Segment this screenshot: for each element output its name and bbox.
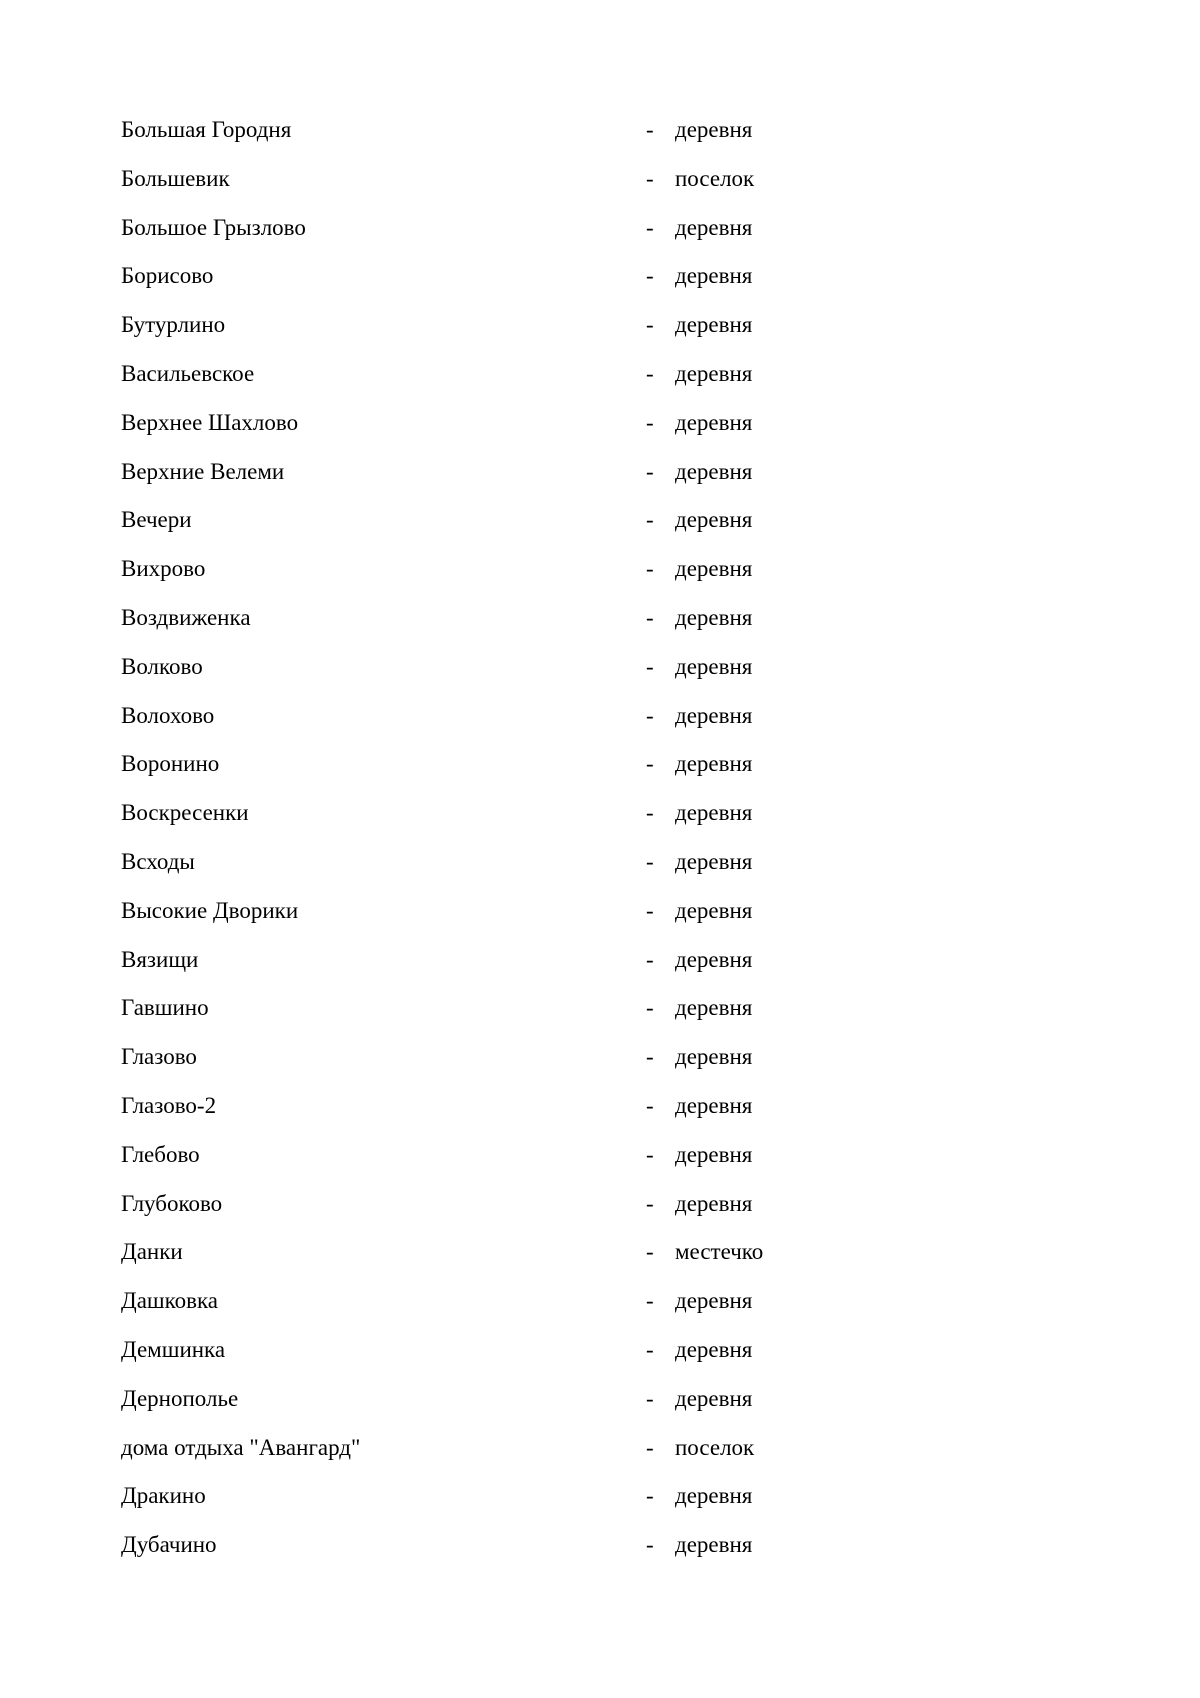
settlement-type: деревня bbox=[675, 1483, 753, 1509]
settlement-type: поселок bbox=[675, 165, 755, 191]
settlement-type: деревня bbox=[675, 897, 753, 923]
dash-separator: - bbox=[646, 800, 654, 826]
settlement-type: деревня bbox=[675, 995, 753, 1021]
dash-separator: - bbox=[646, 165, 654, 191]
settlement-name: Дашковка bbox=[121, 1288, 219, 1314]
dash-separator: - bbox=[646, 1092, 654, 1118]
list-item bbox=[121, 692, 821, 741]
settlement-type: деревня bbox=[675, 117, 753, 142]
list-item bbox=[121, 1326, 821, 1375]
settlement-type: деревня bbox=[675, 848, 753, 874]
settlement-type: деревня bbox=[675, 1190, 753, 1216]
settlement-name: Верхние Велеми bbox=[121, 458, 285, 484]
settlement-name: Большая Городня bbox=[121, 117, 292, 142]
settlement-name: Глазово bbox=[121, 1044, 197, 1070]
settlement-type: деревня bbox=[675, 1288, 753, 1314]
settlement-name: Дубачино bbox=[121, 1532, 217, 1558]
list-item bbox=[121, 155, 821, 204]
dash-separator: - bbox=[646, 1044, 654, 1070]
settlement-name: Верхнее Шахлово bbox=[121, 409, 299, 435]
settlement-type: деревня bbox=[675, 263, 753, 289]
settlement-type: деревня bbox=[675, 1385, 753, 1411]
dash-separator: - bbox=[646, 1141, 654, 1167]
list-item bbox=[121, 740, 821, 789]
settlement-name: Вязищи bbox=[121, 946, 199, 972]
settlement-type: деревня bbox=[675, 702, 753, 728]
dash-separator: - bbox=[646, 556, 654, 582]
settlement-type: деревня bbox=[675, 1336, 753, 1362]
settlement-type: деревня bbox=[675, 751, 753, 777]
list-item bbox=[121, 1082, 821, 1131]
settlement-type: местечко bbox=[675, 1239, 764, 1265]
list-item bbox=[121, 1277, 821, 1326]
settlement-name: Демшинка bbox=[121, 1336, 226, 1362]
settlement-name: Глазово-2 bbox=[121, 1092, 217, 1118]
settlement-type: деревня bbox=[675, 507, 753, 533]
list-item bbox=[121, 1131, 821, 1180]
dash-separator: - bbox=[646, 653, 654, 679]
list-item bbox=[121, 936, 821, 985]
settlement-name: Бутурлино bbox=[121, 312, 226, 338]
dash-separator: - bbox=[646, 507, 654, 533]
settlement-type: деревня bbox=[675, 556, 753, 582]
dash-separator: - bbox=[646, 1483, 654, 1509]
list-item bbox=[121, 838, 821, 887]
dash-separator: - bbox=[646, 1434, 654, 1460]
settlement-type: деревня bbox=[675, 604, 753, 630]
list-item bbox=[121, 594, 821, 643]
settlement-name: Гавшино bbox=[121, 995, 209, 1021]
dash-separator: - bbox=[646, 360, 654, 386]
settlement-name: Глебово bbox=[121, 1141, 200, 1167]
settlement-name: Борисово bbox=[121, 263, 214, 289]
settlement-name: Большевик bbox=[121, 165, 230, 191]
settlement-name: Дернополье bbox=[121, 1385, 239, 1411]
settlement-type: деревня bbox=[675, 409, 753, 435]
settlement-name: Вихрово bbox=[121, 556, 206, 582]
list-item bbox=[121, 789, 821, 838]
settlement-name: Васильевское bbox=[121, 360, 255, 386]
list-item bbox=[121, 399, 821, 448]
settlement-name: Вечери bbox=[121, 507, 192, 533]
dash-separator: - bbox=[646, 1385, 654, 1411]
list-item bbox=[121, 106, 821, 155]
settlement-name: Волохово bbox=[121, 702, 215, 728]
list-item bbox=[121, 496, 821, 545]
list-item bbox=[121, 545, 821, 594]
settlement-name: Воскресенки bbox=[121, 800, 249, 826]
list-item bbox=[121, 1228, 821, 1277]
dash-separator: - bbox=[646, 995, 654, 1021]
dash-separator: - bbox=[646, 897, 654, 923]
settlement-type: деревня bbox=[675, 458, 753, 484]
dash-separator: - bbox=[646, 1190, 654, 1216]
dash-separator: - bbox=[646, 702, 654, 728]
settlement-name: Всходы bbox=[121, 848, 195, 874]
settlement-type: деревня bbox=[675, 312, 753, 338]
settlement-type: деревня bbox=[675, 214, 753, 240]
list-item bbox=[121, 643, 821, 692]
settlement-type: деревня bbox=[675, 946, 753, 972]
list-item bbox=[121, 350, 821, 399]
settlement-list bbox=[121, 106, 821, 1570]
settlement-name: Воронино bbox=[121, 751, 220, 777]
list-item bbox=[121, 1033, 821, 1082]
list-item bbox=[121, 1521, 821, 1570]
dash-separator: - bbox=[646, 751, 654, 777]
settlement-name: Воздвиженка bbox=[121, 604, 251, 630]
settlement-type: деревня bbox=[675, 653, 753, 679]
settlement-name: дома отдыха "Авангард" bbox=[121, 1434, 361, 1460]
settlement-type: деревня bbox=[675, 360, 753, 386]
dash-separator: - bbox=[646, 409, 654, 435]
list-item bbox=[121, 1180, 821, 1229]
dash-separator: - bbox=[646, 312, 654, 338]
settlement-type: деревня bbox=[675, 1141, 753, 1167]
list-item bbox=[121, 252, 821, 301]
dash-separator: - bbox=[646, 1288, 654, 1314]
dash-separator: - bbox=[646, 604, 654, 630]
list-item bbox=[121, 887, 821, 936]
dash-separator: - bbox=[646, 1336, 654, 1362]
settlement-name: Высокие Дворики bbox=[121, 897, 299, 923]
dash-separator: - bbox=[646, 117, 654, 142]
settlement-name: Глубоково bbox=[121, 1190, 223, 1216]
settlement-type: деревня bbox=[675, 1092, 753, 1118]
dash-separator: - bbox=[646, 458, 654, 484]
list-item bbox=[121, 1375, 821, 1424]
settlement-type: поселок bbox=[675, 1434, 755, 1460]
dash-separator: - bbox=[646, 214, 654, 240]
list-item bbox=[121, 984, 821, 1033]
list-item bbox=[121, 1424, 821, 1473]
list-item bbox=[121, 448, 821, 497]
settlement-type: деревня bbox=[675, 1044, 753, 1070]
settlement-type: деревня bbox=[675, 800, 753, 826]
dash-separator: - bbox=[646, 946, 654, 972]
settlement-type: деревня bbox=[675, 1532, 753, 1558]
dash-separator: - bbox=[646, 848, 654, 874]
list-item bbox=[121, 301, 821, 350]
settlement-name: Дракино bbox=[121, 1483, 206, 1509]
settlement-name: Большое Грызлово bbox=[121, 214, 306, 240]
dash-separator: - bbox=[646, 263, 654, 289]
dash-separator: - bbox=[646, 1239, 654, 1265]
settlement-name: Волково bbox=[121, 653, 203, 679]
list-item bbox=[121, 204, 821, 253]
settlement-name: Данки bbox=[121, 1239, 183, 1265]
list-item bbox=[121, 1472, 821, 1521]
dash-separator: - bbox=[646, 1532, 654, 1558]
